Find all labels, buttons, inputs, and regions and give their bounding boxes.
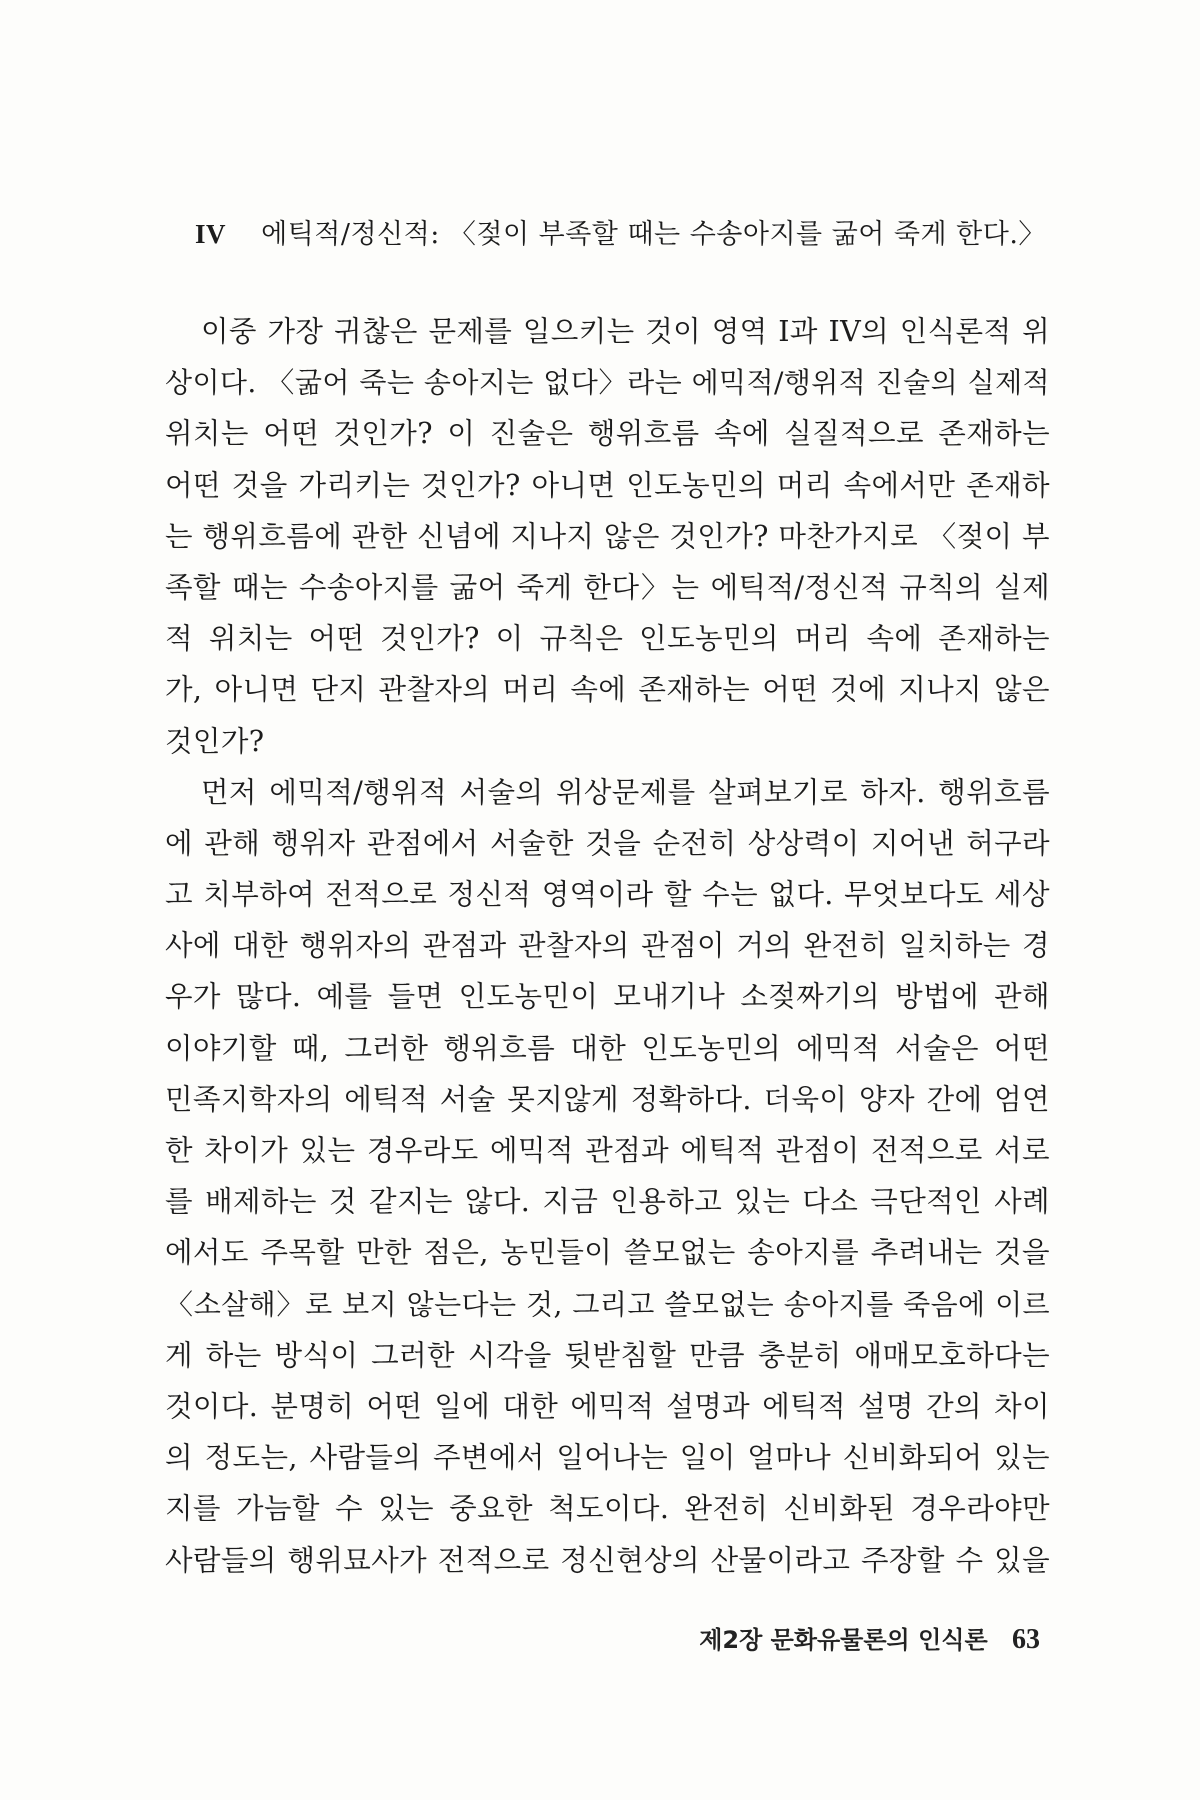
section-heading-text: 에틱적/정신적: 〈젖이 부족할 때는 수송아지를 굶어 죽게 한다.〉 [261, 219, 1046, 250]
body-text-line: 한 차이가 있는 경우라도 에믹적 관점과 에틱적 관점이 전적으로 서로 [165, 1134, 1050, 1167]
body-text-line: 의 정도는, 사람들의 주변에서 일어나는 일이 얼마나 신비화되어 있는 [165, 1441, 1050, 1475]
body-text-line: 는 행위흐름에 관한 신념에 지나지 않은 것인가? 마찬가지로 〈젖이 부 [165, 519, 1050, 553]
body-text-line: 적 위치는 어떤 것인가? 이 규칙은 인도농민의 머리 속에 존재하는 [165, 622, 1050, 656]
running-footer-chapter: 제2장 문화유물론의 인식론 [699, 1626, 988, 1654]
body-text-line: 사람들의 행위묘사가 전적으로 정신현상의 산물이라고 주장할 수 있을 [165, 1543, 1050, 1577]
body-paragraphs [165, 306, 1050, 1586]
body-text-line: 가, 아니면 단지 관찰자의 머리 속에 존재하는 어떤 것에 지나지 않은 [165, 673, 1050, 707]
body-text-line: 를 배제하는 것 같지는 않다. 지금 인용하고 있는 다소 극단적인 사례 [165, 1185, 1050, 1219]
page-number: 63 [1012, 1624, 1040, 1655]
body-text-line: 게 하는 방식이 그러한 시각을 뒷받침할 만큼 충분히 애매모호하다는 [165, 1338, 1050, 1372]
body-text-line: 것인가? [165, 724, 265, 758]
body-text-line: 먼저 에믹적/행위적 서술의 위상문제를 살펴보기로 하자. 행위흐름 [201, 775, 1050, 809]
body-text-line: 고 치부하여 전적으로 정신적 영역이라 할 수는 없다. 무엇보다도 세상 [165, 878, 1050, 912]
body-text-line: 지를 가늠할 수 있는 중요한 척도이다. 완전히 신비화된 경우라야만 [165, 1492, 1050, 1526]
body-text-line: 이중 가장 귀찮은 문제를 일으키는 것이 영역 I과 IV의 인식론적 위 [201, 315, 1050, 348]
body-text-line: 이야기할 때, 그러한 행위흐름 대한 인도농민의 에믹적 서술은 어떤 [165, 1031, 1050, 1065]
body-text-line: 우가 많다. 예를 들면 인도농민이 모내기나 소젖짜기의 방법에 관해 [165, 980, 1050, 1014]
body-text-line: 〈소살해〉로 보지 않는다는 것, 그리고 쓸모없는 송아지를 죽음에 이르 [165, 1287, 1050, 1321]
section-number: IV [195, 219, 227, 249]
body-text-line: 상이다. 〈굶어 죽는 송아지는 없다〉라는 에믹적/행위적 진술의 실제적 [165, 366, 1050, 400]
body-text-line: 민족지학자의 에틱적 서술 못지않게 정확하다. 더욱이 양자 간에 엄연 [165, 1082, 1050, 1116]
body-text-line: 것이다. 분명히 어떤 일에 대한 에믹적 설명과 에틱적 설명 간의 차이 [165, 1389, 1050, 1423]
body-text-line: 사에 대한 행위자의 관점과 관찰자의 관점이 거의 완전히 일치하는 경 [165, 929, 1050, 963]
body-text-line: 어떤 것을 가리키는 것인가? 아니면 인도농민의 머리 속에서만 존재하 [165, 468, 1050, 502]
page-footer [699, 1620, 1040, 1656]
body-text-line: 에 관해 행위자 관점에서 서술한 것을 순전히 상상력이 지어낸 허구라 [165, 826, 1050, 860]
body-text-line: 위치는 어떤 것인가? 이 진술은 행위흐름 속에 실질적으로 존재하는 [165, 417, 1050, 451]
body-text-line: 족할 때는 수송아지를 굶어 죽게 한다〉는 에틱적/정신적 규칙의 실제 [165, 570, 1050, 604]
section-heading [195, 214, 1046, 255]
body-text-line: 에서도 주목할 만한 점은, 농민들이 쓸모없는 송아지를 추려내는 것을 [165, 1236, 1050, 1270]
